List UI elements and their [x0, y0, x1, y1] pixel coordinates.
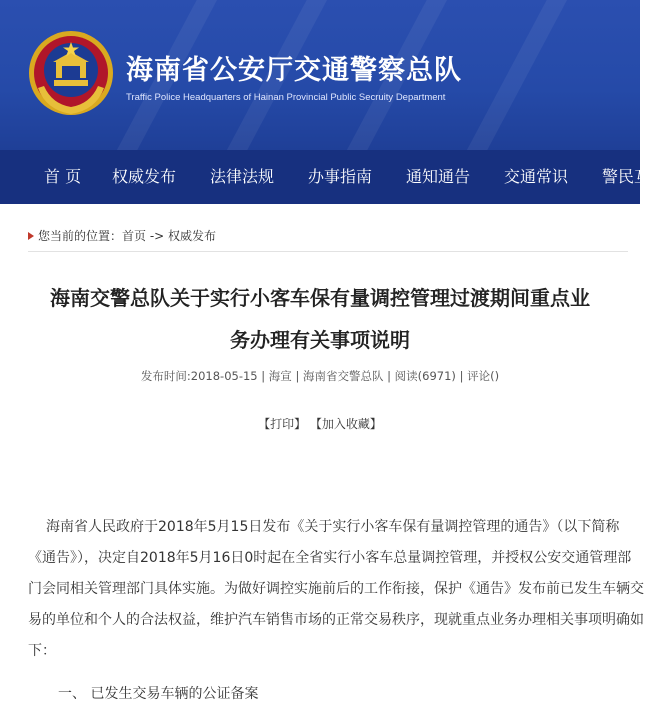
breadcrumb-current-link[interactable]: 权威发布 — [168, 229, 217, 243]
print-link[interactable]: 【打印】 — [258, 417, 307, 431]
breadcrumb-separator: -> — [146, 229, 169, 243]
nav-item-laws[interactable]: 法律法规 — [210, 167, 275, 186]
site-subtitle: Traffic Police Headquarters of Hainan Provincial Public Secruity Department — [126, 92, 446, 103]
article-body-line: 门会同相关管理部门具体实施。为做好调控实施前后的工作衔接，保护《通告》发布前已发生车辆交 — [28, 581, 644, 597]
nav-item-notices[interactable]: 通知通告 — [406, 167, 471, 186]
article-body-line: 下： — [28, 643, 56, 659]
police-emblem-icon — [26, 28, 116, 118]
nav-item-announcements[interactable]: 权威发布 — [112, 167, 177, 186]
article-meta: 发布时间:2018-05-15 | 海宣 | 海南省交警总队 | 阅读(6971) | 评论() — [140, 369, 500, 383]
article-title-line1: 海南交警总队关于实行小客车保有量调控管理过渡期间重点业 — [50, 286, 590, 310]
add-favorite-link[interactable]: 【加入收藏】 — [309, 417, 382, 431]
main-nav — [0, 150, 651, 204]
article-body-line: 海南省人民政府于2018年5月15日发布《关于实行小客车保有量调控管理的通告》（以下简称 — [46, 519, 620, 535]
breadcrumb-home-link[interactable]: 首页 — [122, 229, 147, 243]
article-body-line: 《通告》），决定自2018年5月16日0时起在全省实行小客车总量调控管理，并授权公安交通管理部 — [28, 550, 632, 566]
section-heading: 一、 已发生交易车辆的公证备案 — [58, 686, 259, 702]
breadcrumb — [28, 227, 216, 244]
article-body-line: 易的单位和个人的合法权益，维护汽车销售市场的正常交易秩序，现就重点业务办理相关事项明确如 — [28, 612, 644, 628]
article-title-line2: 务办理有关事项说明 — [230, 328, 410, 352]
breadcrumb-prefix: 您当前的位置： — [38, 229, 123, 243]
nav-item-traffic-knowledge[interactable]: 交通常识 — [504, 167, 569, 186]
nav-item-police-public[interactable]: 警民互 — [602, 167, 651, 186]
nav-item-guide[interactable]: 办事指南 — [308, 167, 373, 186]
nav-item-home[interactable]: 首 页 — [44, 167, 82, 186]
breadcrumb-divider — [28, 251, 628, 252]
article-actions — [0, 415, 640, 432]
site-header — [0, 0, 640, 150]
site-title: 海南省公安厅交通警察总队 — [126, 55, 462, 86]
breadcrumb-arrow-icon — [28, 232, 34, 240]
